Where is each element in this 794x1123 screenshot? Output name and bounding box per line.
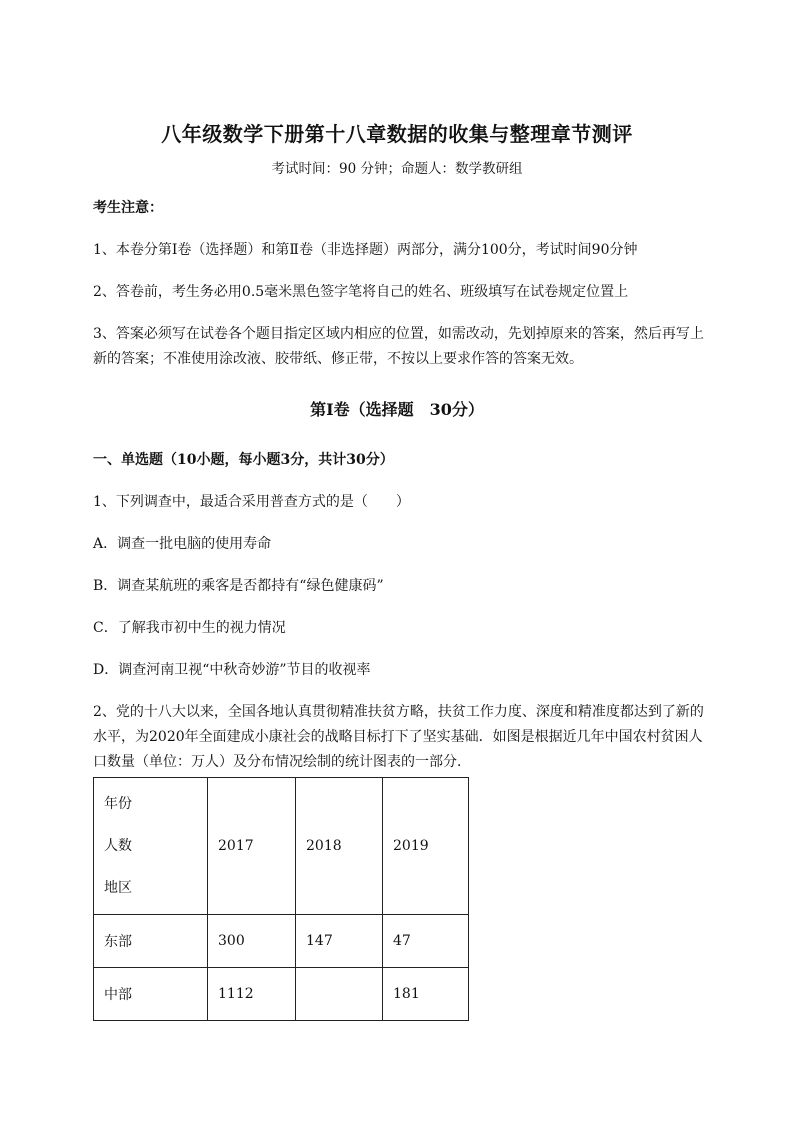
notice-item-2: 2、答卷前，考生务必用0.5毫米黑色签字笔将自己的姓名、班级填写在试卷规定位置上 bbox=[93, 284, 629, 300]
exam-title: 八年级数学下册第十八章数据的收集与整理章节测评 bbox=[161, 122, 633, 146]
value-cell: 181 bbox=[383, 968, 469, 1021]
year-cell: 2018 bbox=[296, 778, 383, 915]
exam-subtitle: 考试时间：90 分钟；命题人：数学教研组 bbox=[271, 161, 523, 177]
notice-item-1: 1、本卷分第I卷（选择题）和第Ⅱ卷（非选择题）两部分，满分100分，考试时间90分钟 bbox=[93, 242, 638, 258]
q1-option-a: A．调查一批电脑的使用寿命 bbox=[93, 536, 272, 552]
poverty-data-table bbox=[93, 777, 469, 1021]
table-row bbox=[94, 968, 469, 1021]
header-label-region: 地区 bbox=[104, 880, 132, 896]
table-header-row bbox=[94, 778, 469, 915]
q2-stem-line-2: 水平，为2020年全面建成小康社会的战略目标打下了坚实基础．如图是根据近几年中国农村贫困人 bbox=[93, 729, 703, 745]
year-cell: 2019 bbox=[383, 778, 469, 915]
value-cell bbox=[296, 968, 383, 1021]
year-cell: 2017 bbox=[208, 778, 296, 915]
table-corner-header bbox=[94, 778, 208, 915]
value-cell: 1112 bbox=[208, 968, 296, 1021]
q2-stem-line-1: 2、党的十八大以来，全国各地认真贯彻精准扶贫方略，扶贫工作力度、深度和精准度都达到了新的 bbox=[93, 704, 704, 720]
section-title: 第I卷（选择题 30分） bbox=[310, 400, 484, 419]
q1-option-d: D．调查河南卫视“中秋奇妙游”节目的收视率 bbox=[93, 662, 371, 678]
part-heading: 一、单选题（10小题，每小题3分，共计30分） bbox=[93, 452, 394, 468]
q1-option-b: B．调查某航班的乘客是否都持有“绿色健康码” bbox=[93, 578, 384, 594]
q2-stem-line-3: 口数量（单位：万人）及分布情况绘制的统计图表的一部分． bbox=[93, 754, 471, 770]
notice-heading: 考生注意： bbox=[93, 200, 163, 216]
header-label-year: 年份 bbox=[104, 796, 132, 812]
region-cell: 中部 bbox=[94, 968, 208, 1021]
region-cell: 东部 bbox=[94, 915, 208, 968]
value-cell: 147 bbox=[296, 915, 383, 968]
value-cell: 300 bbox=[208, 915, 296, 968]
notice-item-3: 3、答案必须写在试卷各个题目指定区域内相应的位置，如需改动，先划掉原来的答案，然后再写上新的答案；不准使用涂改液、胶带纸、修正带，不按以上要求作答的答案无效。 bbox=[93, 326, 704, 367]
value-cell: 47 bbox=[383, 915, 469, 968]
q1-option-c: C．了解我市初中生的视力情况 bbox=[93, 620, 286, 636]
table-row bbox=[94, 915, 469, 968]
header-label-people: 人数 bbox=[104, 838, 132, 854]
q1-stem: 1、下列调查中，最适合采用普查方式的是（ ） bbox=[93, 494, 410, 510]
